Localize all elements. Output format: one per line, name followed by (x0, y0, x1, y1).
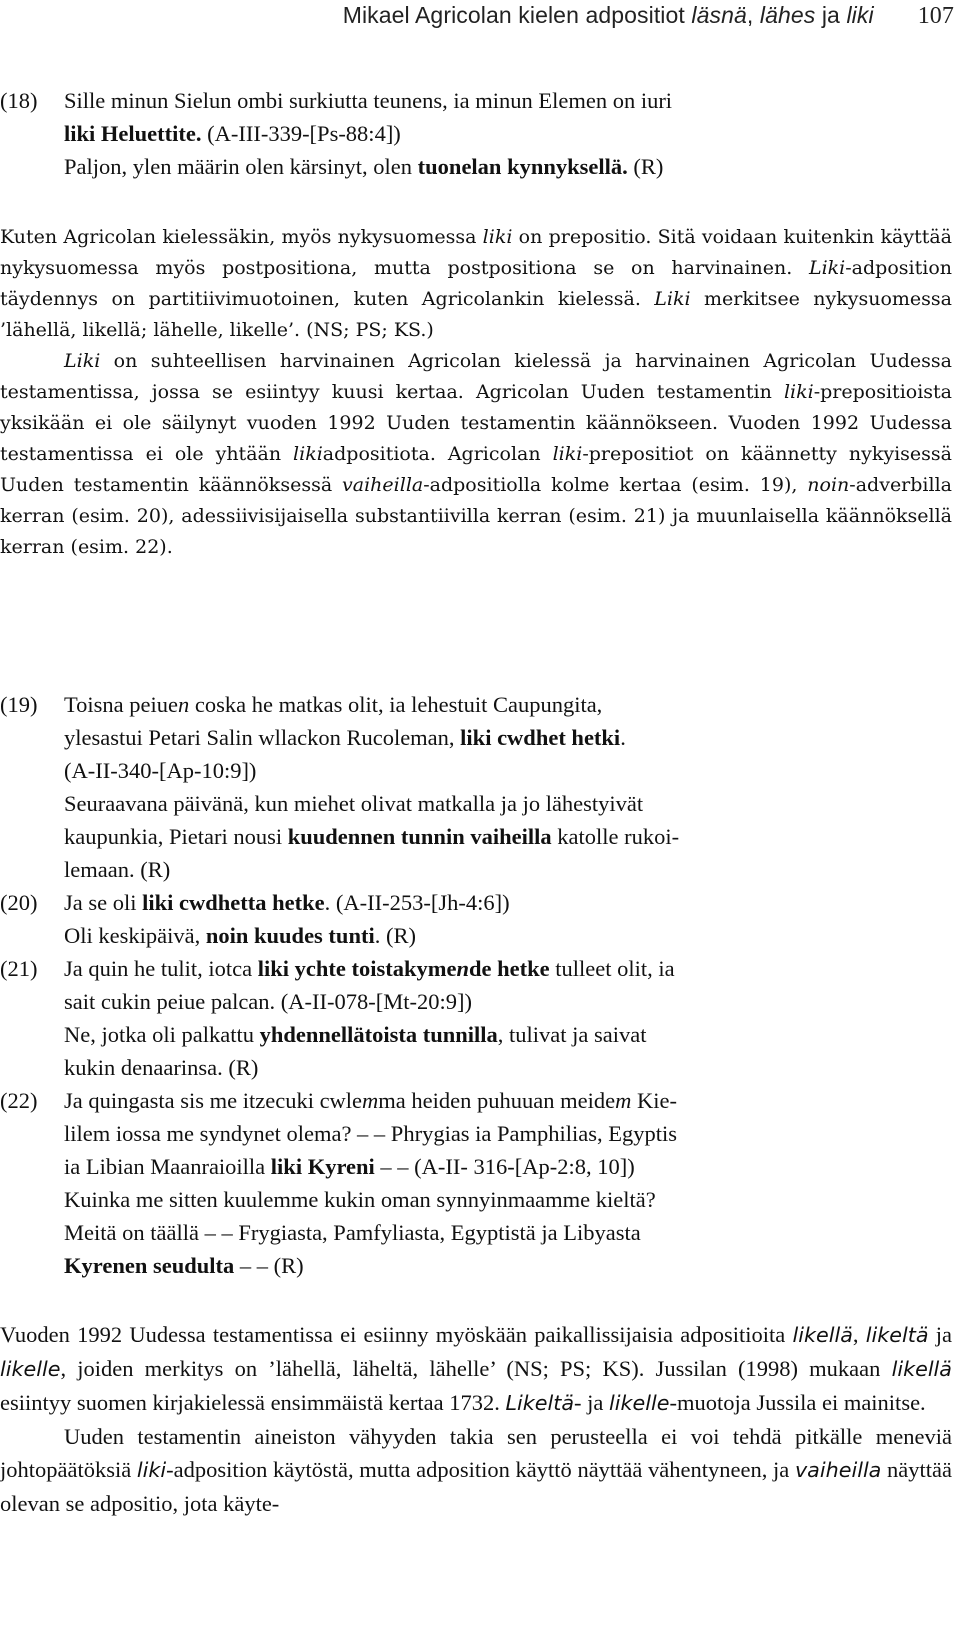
example-line: Meitä on täällä – – Frygiasta, Pamfyliasta, Egyptistä ja Libyasta (64, 1220, 641, 1245)
running-head (0, 2, 954, 30)
example-line: liki Heluettite. (A-III-339-[Ps-88:4]) (64, 121, 401, 146)
example-line: lemaan. (R) (64, 857, 171, 882)
closing-paragraphs (0, 1318, 952, 1520)
example-line: Ne, jotka oli palkattu yhdennellätoista tunnilla, tulivat ja saivat (64, 1022, 647, 1047)
example-line: Ja se oli liki cwdhetta hetke. (A-II-253-[Jh-4:6]) (64, 890, 510, 915)
example-line: Seuraavana päivänä, kun miehet olivat matkalla ja jo lähestyivät (64, 791, 644, 816)
example-19 (0, 688, 952, 886)
example-line: ia Libian Maanraioilla liki Kyreni – – (A-II- 316-[Ap-2:8, 10]) (64, 1154, 635, 1179)
example-22 (0, 1084, 952, 1282)
example-line: Kuinka me sitten kuulemme kukin oman synnyinmaamme kieltä? (64, 1187, 656, 1212)
example-number: (20) (0, 890, 38, 915)
example-line: Sille minun Sielun ombi surkiutta teunens, ia minun Elemen on iuri (64, 88, 673, 113)
example-line: (A-II-340-[Ap-10:9]) (64, 758, 257, 783)
example-18 (0, 84, 952, 183)
example-line: ylesastui Petari Salin wllackon Rucoleman, liki cwdhet hetki. (64, 725, 626, 750)
page-number: 107 (917, 3, 954, 29)
example-number: (22) (0, 1088, 38, 1113)
example-number: (19) (0, 692, 38, 717)
paragraph-1: Kuten Agricolan kielessäkin, myös nykysuomessa liki on prepositio. Sitä voidaan kuitenkin käyttää nykysuomessa myös postpositiona, mutta postpositiona se on harvinainen. Liki-adposition täydennys on partitiivimuotoinen, kuten Agricolankin kielessä. Liki merkitsee nykysuomessa ’lähellä, likellä; lähelle, likelle’. (NS; PS; KS.) (0, 226, 952, 341)
example-number: (21) (0, 956, 38, 981)
running-head-title: Mikael Agricolan kielen adpositiot läsnä, lähes ja liki (342, 2, 874, 28)
paragraph-3: Vuoden 1992 Uudessa testamentissa ei esiinny myöskään paikallissijaisia adpositioita likellä, likeltä ja likelle, joiden merkitys on ’lähellä, läheltä, lähelle’ (NS; PS; KS). Jussilan (1998) mukaan likellä esiintyy suomen kirjakielessä ensimmäistä kertaa 1732. Likeltä- ja likelle-muotoja Jussila ei mainitse. (0, 1322, 953, 1415)
example-line: Oli keskipäivä, noin kuudes tunti. (R) (64, 923, 416, 948)
example-line: Paljon, ylen määrin olen kärsinyt, olen tuonelan kynnyksellä. (R) (64, 154, 664, 179)
example-line: kukin denaarinsa. (R) (64, 1055, 259, 1080)
example-line: Toisna peiuen coska he matkas olit, ia lehestuit Caupungita, (64, 692, 603, 717)
example-line: Ja quin he tulit, iotca liki ychte toistakymende hetke tulleet olit, ia (64, 956, 675, 981)
example-line: sait cukin peiue palcan. (A-II-078-[Mt-20:9]) (64, 989, 472, 1014)
paragraph-4: Uuden testamentin aineiston vähyyden takia sen perusteella ei voi tehdä pitkälle meneviä johtopäätöksiä liki-adposition käytöstä, mutta adposition käyttö näyttää vähentyneen, ja vaiheilla näyttää olevan se adpositio, jota käyte- (0, 1424, 952, 1516)
example-20 (0, 886, 952, 952)
example-21 (0, 952, 952, 1084)
body-paragraphs (0, 222, 952, 563)
example-line: Ja quingasta sis me itzecuki cwlemma heiden puhuuan meidem Kie- (64, 1088, 677, 1113)
example-line: kaupunkia, Pietari nousi kuudennen tunnin vaiheilla katolle rukoi- (64, 824, 680, 849)
paragraph-2: Liki on suhteellisen harvinainen Agricolan kielessä ja harvinainen Agricolan Uudessa testamentissa, jossa se esiintyy kuusi kertaa. Agricolan Uuden testamentin liki-prepositioista yksikään ei ole säilynyt vuoden 1992 Uuden testamentin käännökseen. Vuoden 1992 Uudessa testamentissa ei ole yhtään likiadpositiota. Agricolan liki-prepositiot on käännetty nykyisessä Uuden testamentin käännöksessä vaiheilla-adpositiolla kolme kertaa (esim. 19), noin-adverbilla kerran (esim. 20), adessiivisijaisella substantiivilla kerran (esim. 21) ja muunlaisella käännöksellä kerran (esim. 22). (0, 350, 952, 558)
example-number: (18) (0, 88, 38, 113)
example-line: Kyrenen seudulta – – (R) (64, 1253, 304, 1278)
example-line: lilem iossa me syndynet olema? – – Phrygias ia Pamphilias, Egyptis (64, 1121, 678, 1146)
